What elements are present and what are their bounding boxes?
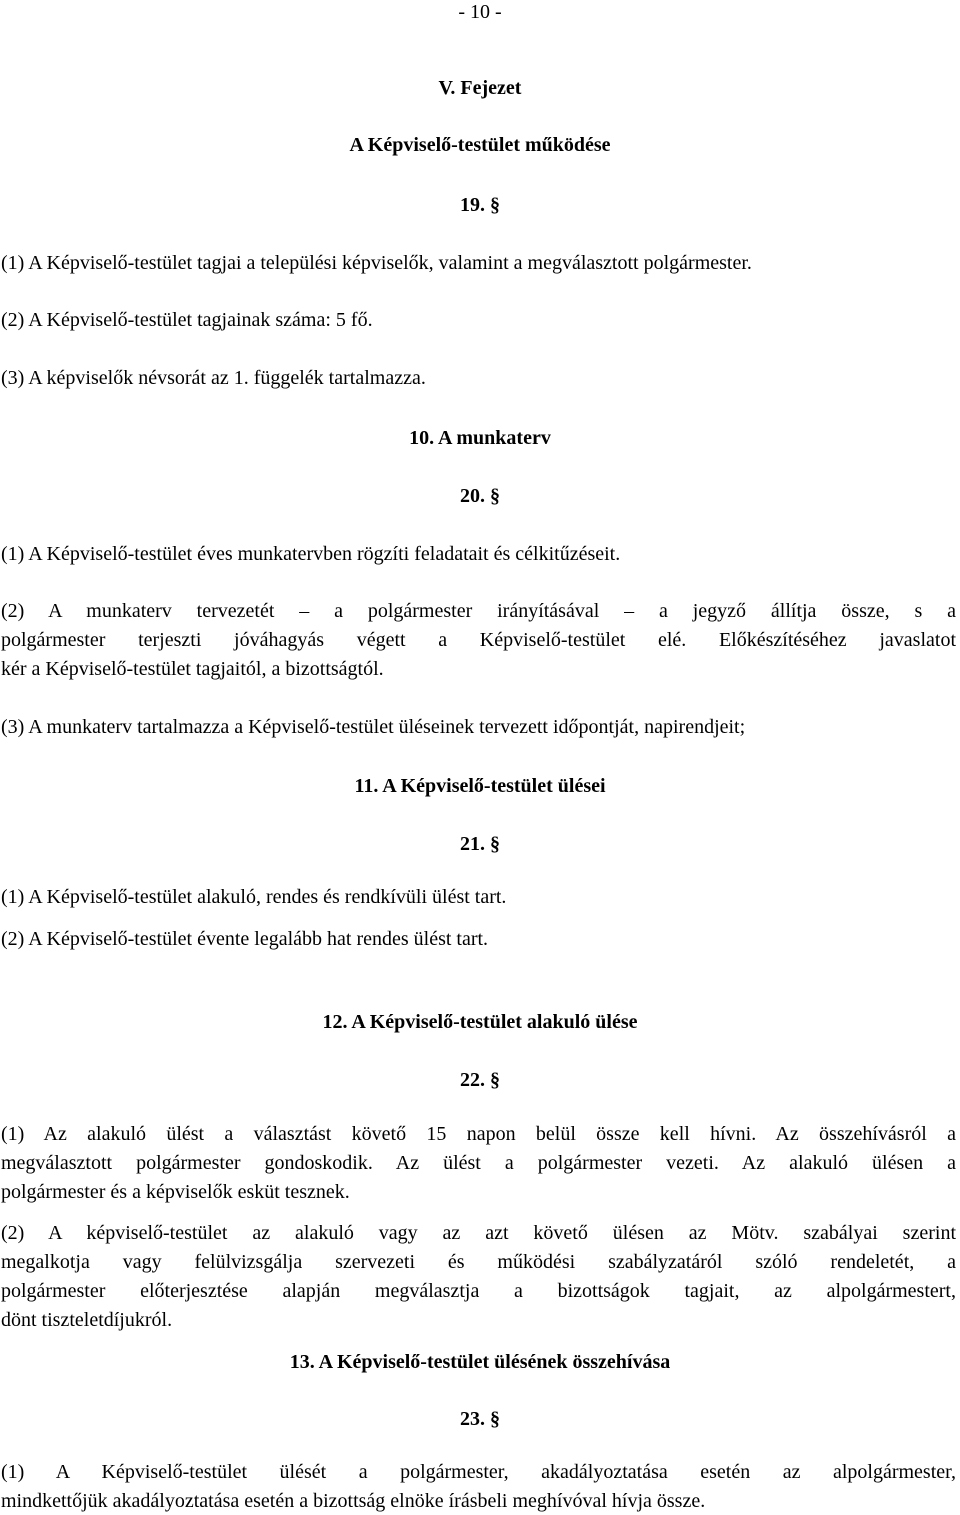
subtitle-11: 11. A Képviselő-testület ülései — [354, 775, 606, 797]
chapter-number: V. Fejezet — [438, 77, 522, 99]
section-22-paragraph-2-line: dönt tiszteletdíjukról. — [1, 1309, 173, 1331]
subtitle-10: 10. A munkaterv — [409, 427, 551, 449]
section-20-paragraph-2-line: (2) A munkaterv tervezetét – a polgármester irányításával – a jegyző állítja össze, s a — [1, 600, 956, 622]
section-21-heading: 21. § — [460, 833, 500, 855]
section-22-heading: 22. § — [460, 1069, 500, 1091]
page-number: - 10 - — [458, 1, 502, 23]
section-20-paragraph-2-line: polgármester terjeszti jóváhagyás végett a Képviselő-testület elé. Előkészítéséhez javaslatot — [1, 629, 956, 651]
section-22-paragraph-1-line: (1) Az alakuló ülést a választást követő 15 napon belül össze kell hívni. Az összehívásról a — [1, 1123, 956, 1145]
chapter-title: A Képviselő-testület működése — [349, 134, 611, 156]
section-22-paragraph-1-line: polgármester és a képviselők esküt tesznek. — [1, 1181, 350, 1203]
subtitle-12: 12. A Képviselő-testület alakuló ülése — [322, 1011, 638, 1033]
section-21-paragraph-1: (1) A Képviselő-testület alakuló, rendes és rendkívüli ülést tart. — [1, 886, 507, 908]
section-19-paragraph-2: (2) A Képviselő-testület tagjainak száma: 5 fő. — [1, 309, 373, 331]
section-22-paragraph-2-line: polgármester előterjesztése alapján megválasztja a bizottságok tagjait, az alpolgármestert, — [1, 1280, 956, 1302]
section-19-paragraph-1: (1) A Képviselő-testület tagjai a települési képviselők, valamint a megválasztott polgármester. — [1, 252, 752, 274]
section-20-paragraph-2-line: kér a Képviselő-testület tagjaitól, a bizottságtól. — [1, 658, 384, 680]
section-22-paragraph-2-line: megalkotja vagy felülvizsgálja szervezeti és működési szabályzatáról szóló rendeletét, a — [1, 1251, 956, 1273]
section-22-paragraph-1-line: megválasztott polgármester gondoskodik. Az ülést a polgármester vezeti. Az alakuló ülésen a — [1, 1152, 956, 1174]
section-22-paragraph-2-line: (2) A képviselő-testület az alakuló vagy az azt követő ülésen az Mötv. szabályai szerint — [1, 1222, 956, 1244]
section-23-paragraph-1-line: mindkettőjük akadályoztatása esetén a bizottság elnöke írásbeli meghívóval hívja össze. — [1, 1490, 706, 1512]
section-21-paragraph-2: (2) A Képviselő-testület évente legalább hat rendes ülést tart. — [1, 928, 489, 950]
section-19-paragraph-3: (3) A képviselők névsorát az 1. függelék tartalmazza. — [1, 367, 426, 389]
section-19-heading: 19. § — [460, 194, 500, 216]
section-20-paragraph-1: (1) A Képviselő-testület éves munkatervben rögzíti feladatait és célkitűzéseit. — [1, 543, 621, 565]
section-20-heading: 20. § — [460, 485, 500, 507]
section-23-paragraph-1-line: (1) A Képviselő-testület ülését a polgármester, akadályoztatása esetén az alpolgármester, — [1, 1461, 956, 1483]
section-23-heading: 23. § — [460, 1408, 500, 1430]
section-20-paragraph-3: (3) A munkaterv tartalmazza a Képviselő-testület üléseinek tervezett időpontját, napirendjeit; — [1, 716, 746, 738]
subtitle-13: 13. A Képviselő-testület ülésének összehívása — [289, 1351, 671, 1373]
